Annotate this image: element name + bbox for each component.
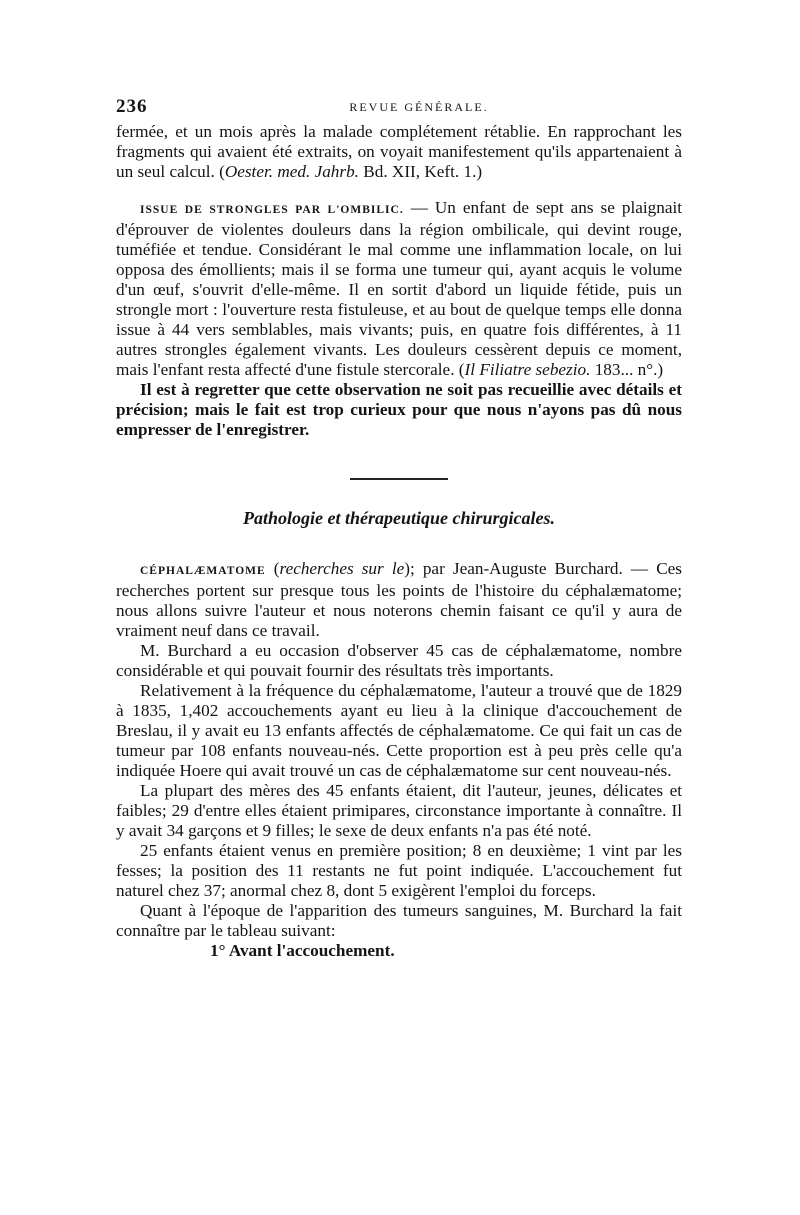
paragraph-comment: Il est à regretter que cette observation ne soit pas recueillie avec détails et précision; mais le fait est trop curieux pour que nous n'ayons pas dû nous empresser de l'enregistrer. <box>116 380 682 439</box>
subtitle-open: ( <box>265 559 280 578</box>
paragraph-positions: 25 enfants étaient venus en première position; 8 en deuxième; 1 vint par les fesses; la position des 11 restants ne fut point indiquée. L'accouchement fut naturel chez 37; anormal chez 8, dont 5 exigèrent l'emploi du forceps. <box>116 841 682 900</box>
page-number: 236 <box>116 96 148 117</box>
journal-title: REVUE GÉNÉRALE. <box>349 100 489 114</box>
citation-tail: Bd. XII, Keft. 1.) <box>358 162 483 181</box>
paragraph-text: ); par Jean-Auguste Burchard. — Ces recherches portent sur presque tous les points de l'histoire du céphalæmatome; nous allons suivre l'auteur et nous noterons chemin faisant ce qu'il y aura de vraiment neuf dans ce travail. <box>116 559 682 640</box>
paragraph-cases: M. Burchard a eu occasion d'observer 45 cas de céphalæmatome, nombre considérable et qui pouvait fournir des résultats très importants. <box>116 641 682 680</box>
paragraph-frequency: Relativement à la fréquence du céphalæmatome, l'auteur a trouvé que de 1829 à 1835, 1,402 accouchements ayant eu lieu à la clinique d'accouchement de Breslau, il y avait eu 13 enfants affectés de céphalæmatome. Ce qui fait un cas de tumeur par 108 enfants nouveau-nés. Cette proportion est à peu près celle qu'a indiquée Hoere qui avait trouvé un cas de céphalæmatome sur cent nouveau-nés. <box>116 681 682 780</box>
paragraph-calculus-end <box>116 122 682 182</box>
paragraph-mothers: La plupart des mères des 45 enfants étaient, dit l'auteur, jeunes, délicates et faibles; 29 d'entre elles étaient primipares, circonstance importante à connaître. Il y avait 34 garçons et 9 filles; le sexe de deux enfants n'a pas été noté. <box>116 781 682 840</box>
paragraph-text: fermée, et un mois après la malade complétement rétablie. En rapprochant les fragments qui avaient été extraits, on voyait manifestement qu'ils appartenaient à un seul calcul. ( <box>116 122 682 181</box>
running-head <box>116 96 682 122</box>
paragraph-epoch: Quant à l'époque de l'apparition des tumeurs sanguines, M. Burchard la fait connaître par le tableau suivant: <box>116 901 682 940</box>
source-open: ( <box>454 360 465 379</box>
section-divider <box>350 478 448 480</box>
document-page <box>116 96 682 961</box>
paragraph-text: — Un enfant de sept ans se plaignait d'éprouver de violentes douleurs dans la région ombilicale, qui devint rouge, tuméfiée et tendue. Considérant le mal comme une inflammation locale, on lui opposa des émollients; mais il se forma une tumeur qui, ayant acquis le volume d'un œuf, s'ouvrit d'elle-même. Il en sortit d'abord un liquide fétide, puis un strongle mort : l'ouverture resta fistuleuse, et au bout de quelque temps elle donna issue à 44 vers semblables, mais vivants; puis, en quatre fois différentes, à 11 autres strongles également vivants. Les douleurs cessèrent depuis ce moment, mais l'enfant resta affecté d'une fistule stercorale. <box>116 198 683 379</box>
article-subtitle: recherches sur le <box>279 559 405 578</box>
section-title: Pathologie et thérapeutique chirurgicales. <box>242 508 555 528</box>
paragraph-strongles <box>116 198 682 380</box>
citation-tail: 183... n°.) <box>590 360 664 379</box>
source-citation: Oester. med. Jahrb. <box>224 162 359 181</box>
article-heading: ISSUE DE STRONGLES PAR L'OMBILIC. <box>140 204 404 216</box>
paragraph-cephalaematome <box>116 559 682 641</box>
article-heading: CÉPHALÆMATOME <box>140 565 266 577</box>
list-item: 1° Avant l'accouchement. <box>210 941 395 960</box>
source-citation: Il Filiatre sebezio. <box>464 360 591 379</box>
